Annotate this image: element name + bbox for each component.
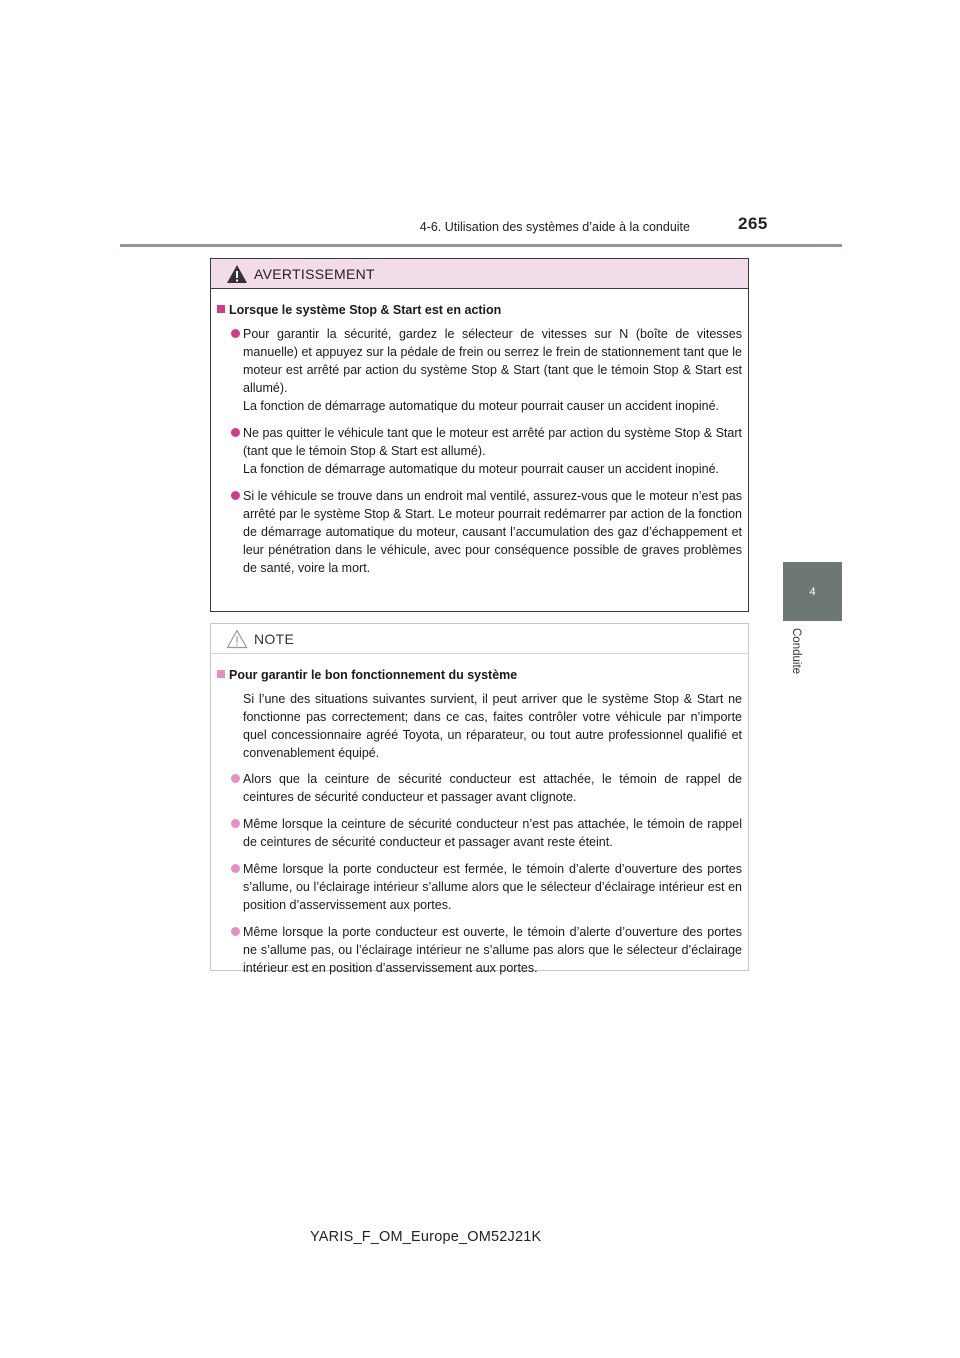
chapter-number: 4 (809, 585, 816, 598)
item-text: La fonction de démarrage automatique du moteur pourrait causer un accident inopiné. (243, 399, 719, 413)
caution-triangle-outline-icon (226, 629, 248, 649)
chapter-label-text: Conduite (790, 628, 802, 675)
bullet-icon (231, 774, 240, 783)
item-text: Même lorsque la ceinture de sécurité conducteur n’est pas attachée, le témoin de rappel de ceintures de sécurité conducteur et passager avant reste éteint. (243, 817, 742, 849)
page-number: 265 (738, 214, 768, 233)
item-text: Pour garantir la sécurité, gardez le sélecteur de vitesses sur N (boîte de vitesses manuelle) et appuyez sur la pédale de frein ou serrez le frein de stationnement tant que le moteur est arrêté par action du système Stop & Start (tant que le témoin Stop & Start est allumé). (243, 327, 742, 395)
list-item (217, 487, 742, 577)
warning-box (210, 258, 749, 612)
item-text: Même lorsque la porte conducteur est fermée, le témoin d’alerte d’ouverture des portes s’allume, ou l’éclairage intérieur s’allume alors que le sélecteur d’éclairage intérieur est en position d’asservissement aux portes. (243, 862, 742, 912)
square-bullet-icon (217, 670, 225, 678)
warning-triangle-icon (226, 264, 248, 284)
list-item (217, 770, 742, 806)
note-section-title: Pour garantir le bon fonctionnement du système (217, 666, 742, 684)
note-intro: Si l’une des situations suivantes survient, il peut arriver que le système Stop & Start ne fonctionne pas correctement; dans ce cas, faites contrôler votre véhicule par n’importe quel concessionnaire agréé Toyota, un réparateur, ou tout autre professionnel qualifié et convenablement équipé. (243, 692, 742, 760)
note-box (210, 623, 749, 975)
square-bullet-icon (217, 305, 225, 313)
bullet-icon (231, 491, 240, 500)
item-text: La fonction de démarrage automatique du moteur pourrait causer un accident inopiné. (243, 462, 719, 476)
note-header (211, 624, 748, 654)
list-item (217, 424, 742, 478)
item-text: Ne pas quitter le véhicule tant que le moteur est arrêté par action du système Stop & Start (tant que le témoin Stop & Start est allumé). (243, 426, 742, 458)
list-item (217, 815, 742, 851)
bullet-icon (231, 428, 240, 437)
warning-body (211, 289, 748, 577)
item-text: Si le véhicule se trouve dans un endroit mal ventilé, assurez-vous que le moteur n’est pas arrêté par le système Stop & Start. Le moteur pourrait redémarrer par action de la fonction de démarrage automatique du moteur, causant l’accumulation des gaz d’échappement et leur pénétration dans le véhicule, avec pour conséquence possible de graves problèmes de santé, voire la mort. (243, 489, 742, 575)
list-item (217, 860, 742, 914)
bullet-icon (231, 329, 240, 338)
list-item (217, 325, 742, 415)
warning-header (211, 259, 748, 289)
header-rule (120, 244, 842, 247)
note-body (211, 654, 748, 977)
warning-section-title: Lorsque le système Stop & Start est en action (217, 301, 742, 319)
bullet-icon (231, 927, 240, 936)
item-text: Même lorsque la porte conducteur est ouverte, le témoin d’alerte d’ouverture des portes ne s’allume pas, ou l’éclairage intérieur ne s’allume pas alors que le sélecteur d’éclairage intérieur est en position d’asservissement aux portes. (243, 925, 742, 975)
list-item (217, 923, 742, 977)
section-title: 4-6. Utilisation des systèmes d’aide à la conduite (419, 220, 690, 234)
chapter-label (786, 628, 806, 684)
bullet-icon (231, 819, 240, 828)
note-title: NOTE (254, 630, 295, 647)
document-code: YARIS_F_OM_Europe_OM52J21K (310, 1229, 542, 1245)
warning-title: AVERTISSEMENT (254, 265, 375, 282)
bullet-icon (231, 864, 240, 873)
chapter-tab[interactable] (783, 562, 842, 621)
item-text: Alors que la ceinture de sécurité conducteur est attachée, le témoin de rappel de ceintures de sécurité conducteur et passager avant clignote. (243, 772, 742, 804)
